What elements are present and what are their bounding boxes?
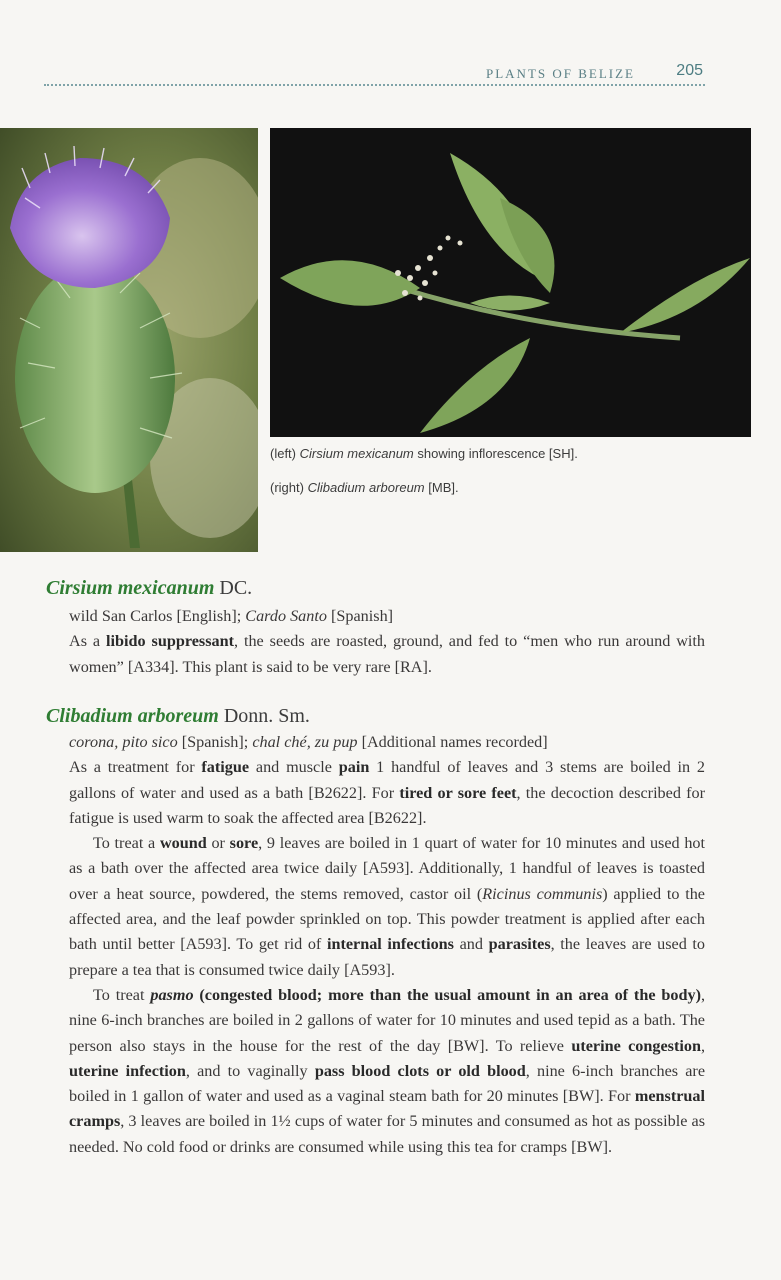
cirsium-label-english: [English];	[176, 607, 242, 625]
caption-left-prefix: (left)	[270, 446, 296, 461]
cirsium-paragraph: As a libido suppressant, the seeds are roasted, ground, and fed to “men who run around with women” [A334]. This plant is said to be very rare [RA].	[69, 632, 706, 676]
clibadium-label-spanish: [Spanish];	[181, 733, 249, 751]
clibadium-common-names	[69, 730, 705, 755]
caption-left-species: Cirsium mexicanum	[299, 446, 414, 461]
cirsium-label-spanish: [Spanish]	[331, 607, 394, 625]
cirsium-binomial: Cirsium mexicanum	[46, 577, 215, 599]
clibadium-name-spanish: corona, pito sico	[69, 733, 178, 751]
cirsium-photo	[0, 128, 258, 552]
clibadium-paragraph-3: To treat pasmo (congested blood; more than the usual amount in an area of the body), nine 6-inch branches are boiled in 2 gallons of water for 10 minutes and used tepid as a bath. The person also stays in the house for the rest of the day [BW]. To relieve uterine congestion, uterine infection, and to vaginally pass blood clots or old blood, nine 6-inch branches are boiled in 1 gallon of water and used as a vaginal steam bath for 20 minutes [BW]. For menstrual cramps, 3 leaves are boiled in 1½ cups of water for 5 minutes and consumed as hot as possible as needed. No cold food or drinks are consumed while using this tea for cramps [BW].	[69, 985, 706, 1156]
running-header	[44, 60, 705, 86]
clibadium-body	[69, 730, 705, 1160]
clibadium-name-other: chal ché, zu pup	[252, 733, 358, 751]
cirsium-common-names	[69, 604, 705, 629]
header-title: PLANTS OF BELIZE	[486, 66, 635, 81]
caption-right	[270, 480, 459, 495]
clibadium-binomial: Clibadium arboreum	[46, 705, 219, 727]
caption-right-species: Clibadium arboreum	[307, 480, 425, 495]
caption-right-prefix: (right)	[270, 480, 304, 495]
caption-left-rest: showing inflorescence [SH].	[417, 446, 578, 461]
clibadium-paragraph-1: As a treatment for fatigue and muscle pain 1 handful of leaves and 3 stems are boiled in 2 gallons of water and used as a bath [B2622]. For tired or sore feet, the decoction described for fatigue is used warm to soak the affected area [B2622].	[69, 758, 706, 827]
clibadium-photo	[270, 128, 751, 437]
caption-right-rest: [MB].	[428, 480, 459, 495]
clibadium-label-other: [Additional names recorded]	[361, 733, 548, 751]
cirsium-name-spanish: Cardo Santo	[245, 607, 327, 625]
clibadium-author: Donn. Sm.	[223, 705, 310, 727]
cirsium-author: DC.	[219, 577, 253, 599]
cirsium-heading	[46, 577, 252, 600]
page-number: 205	[676, 62, 703, 79]
clibadium-paragraph-2: To treat a wound or sore, 9 leaves are boiled in 1 quart of water for 10 minutes and used hot as a bath over the affected area twice daily [A593]. Additionally, 1 handful of leaves is toasted over a heat source, powdered, the stems removed, castor oil (Ricinus communis) applied to the affected area, and the leaf powder sprinkled on top. This powder treatment is applied after each bath until better [A593]. To get rid of internal infections and parasites, the leaves are used to prepare a tea that is consumed twice daily [A593].	[69, 834, 706, 979]
clibadium-heading	[46, 705, 310, 728]
cirsium-body	[69, 604, 705, 680]
cirsium-name-english: wild San Carlos	[69, 607, 173, 625]
caption-left	[270, 446, 578, 461]
